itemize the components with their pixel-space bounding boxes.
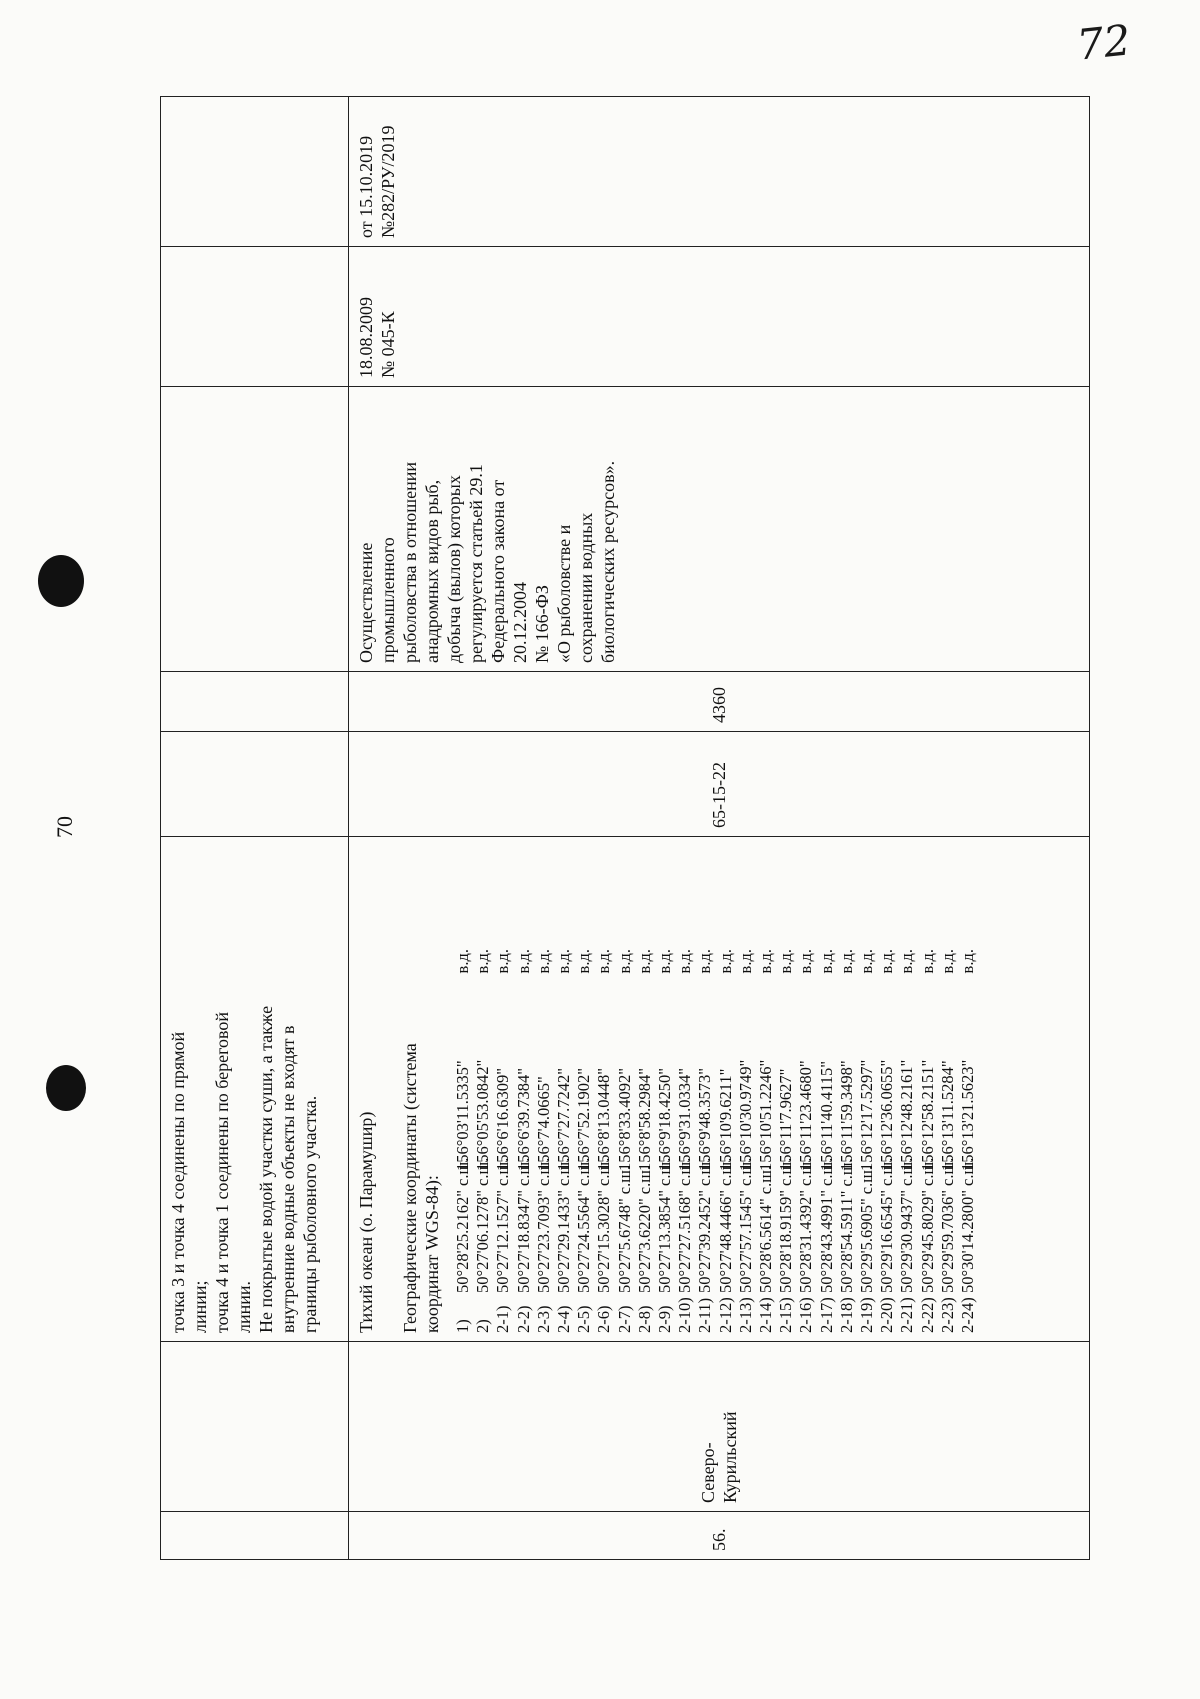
coordinate-index: 1) — [453, 1319, 472, 1333]
coordinate-longitude: 156°11'7.9627" — [776, 1068, 796, 1171]
coordinate-row — [695, 845, 715, 1333]
coordinate-latitude: 50°28'31.4392" с.ш. — [796, 1157, 816, 1293]
coordinate-longitude: 156°9'48.3573" — [695, 1068, 715, 1171]
coordinate-direction: в.д. — [574, 949, 594, 974]
coordinate-direction: в.д. — [473, 949, 493, 974]
coordinate-latitude: 50°27'39.2452" с.ш. — [695, 1157, 715, 1293]
coordinate-latitude: 50°27'06.1278" с.ш. — [473, 1157, 493, 1293]
cell-empty — [161, 1512, 349, 1560]
coordinate-index: 2-1) — [493, 1305, 513, 1333]
coordinate-direction: в.д. — [655, 949, 675, 974]
coordinate-row — [675, 845, 695, 1333]
contract-date-number: от 15.10.2019 №282/РУ/2019 — [349, 97, 1090, 247]
coordinate-direction: в.д. — [836, 949, 856, 974]
coordinate-row — [837, 845, 857, 1333]
coordinate-longitude: 156°8'33.4092" — [614, 1068, 634, 1171]
coordinate-latitude: 50°29'5.6905" с.ш. — [857, 1165, 877, 1293]
coordinate-index: 2-21) — [897, 1297, 917, 1333]
coordinate-longitude: 156°9'18.4250" — [655, 1068, 675, 1171]
coordinate-row — [756, 845, 776, 1333]
coordinate-index: 2-23) — [937, 1297, 957, 1333]
coordinate-row — [736, 845, 756, 1333]
coordinate-longitude: 156°12'17.5297" — [857, 1059, 877, 1171]
coordinate-direction: в.д. — [554, 949, 574, 974]
coordinate-index: 2-22) — [917, 1297, 937, 1333]
coordinate-longitude: 156°05'53.0842" — [473, 1059, 493, 1171]
coordinate-direction: в.д. — [614, 949, 634, 974]
coordinate-latitude: 50°27'29.1433" с.ш. — [554, 1157, 574, 1293]
coordinate-index: 2-16) — [796, 1297, 816, 1333]
coordinate-longitude: 156°6'16.6309" — [493, 1068, 513, 1171]
border-line: границы рыболовного участка. — [300, 1095, 320, 1333]
coordinate-latitude: 50°27'24.5564" с.ш. — [574, 1157, 594, 1293]
coordinate-longitude: 156°12'48.2161" — [897, 1059, 917, 1171]
coordinate-index: 2-12) — [715, 1297, 735, 1333]
coordinate-longitude: 156°6'39.7384" — [513, 1068, 533, 1171]
coordinate-longitude: 156°7'52.1902" — [574, 1068, 594, 1171]
coordinate-longitude: 156°11'40.4115" — [816, 1061, 836, 1171]
coordinate-latitude: 50°28'43.4991" с.ш. — [816, 1157, 836, 1293]
coordinate-longitude: 156°13'11.5284" — [937, 1060, 957, 1171]
coordinate-index: 2) — [473, 1319, 493, 1333]
fishing-areas-table — [160, 96, 1090, 1560]
coordinate-index: 2-18) — [836, 1297, 856, 1333]
coordinate-index: 2-17) — [816, 1297, 836, 1333]
coordinate-longitude: 156°7'27.7242" — [554, 1068, 574, 1171]
coordinate-row — [534, 845, 554, 1333]
coordinate-latitude: 50°30'14.2800" с.ш. — [958, 1157, 978, 1293]
coordinate-index: 2-19) — [857, 1297, 877, 1333]
coordinate-latitude: 50°27'3.6220" с.ш. — [634, 1165, 654, 1293]
coordinate-index: 2-11) — [695, 1297, 715, 1333]
coordinate-row — [574, 845, 594, 1333]
area-code: 65-15-22 — [349, 732, 1090, 837]
coordinate-index: 2-13) — [735, 1297, 755, 1333]
border-description — [167, 845, 321, 1333]
coordinate-longitude: 156°10'51.2246" — [756, 1059, 776, 1171]
coordinate-index: 2-2) — [513, 1305, 533, 1333]
coordinate-latitude: 50°29'59.7036" с.ш. — [937, 1157, 957, 1293]
coordinate-latitude: 50°27'23.7093" с.ш. — [533, 1157, 553, 1293]
coordinate-direction: в.д. — [937, 949, 957, 974]
square-value: 4360 — [349, 672, 1090, 732]
coordinate-index: 2-4) — [554, 1305, 574, 1333]
coordinate-longitude: 156°12'36.0655" — [877, 1059, 897, 1171]
border-line: точка 3 и точка 4 соединены по прямой — [168, 1031, 188, 1333]
fishing-purpose: Осуществление промышленного рыболовства в отношении анадромных видов рыб, добыча (вылов) которых регулируется статьей 29.1 Федерального закона от 20.12.2004 № 166-ФЗ «О рыболовстве и сохранении водных биологических ресурсов». — [349, 387, 1090, 672]
coordinate-index: 2-5) — [574, 1305, 594, 1333]
coordinate-index: 2-10) — [675, 1297, 695, 1333]
coordinate-direction: в.д. — [493, 949, 513, 974]
coordinate-longitude: 156°9'31.0334" — [675, 1068, 695, 1171]
border-line: линии. — [234, 1280, 254, 1333]
coordinate-row — [958, 845, 978, 1333]
coordinate-direction: в.д. — [634, 949, 654, 974]
coordinate-row — [716, 845, 736, 1333]
coordinate-longitude: 156°12'58.2151" — [917, 1059, 937, 1171]
coordinate-direction: в.д. — [796, 949, 816, 974]
coordinate-latitude: 50°28'25.2162" с.ш. — [453, 1157, 472, 1293]
coordinate-direction: в.д. — [715, 949, 735, 974]
coordinates-title: Географические координаты (система координат WGS-84): — [400, 1043, 442, 1333]
coordinate-longitude: 156°10'30.9749" — [735, 1059, 755, 1171]
handwritten-page-mark: 72 — [1074, 15, 1133, 70]
coordinate-row — [938, 845, 958, 1333]
coordinate-row — [615, 845, 635, 1333]
coordinate-latitude: 50°27'13.3854" с.ш. — [655, 1157, 675, 1293]
cell-empty — [161, 1342, 349, 1512]
coordinate-direction: в.д. — [958, 949, 978, 974]
coordinate-latitude: 50°28'6.5614" с.ш. — [756, 1165, 776, 1293]
district-name: Северо- Курильский — [349, 1342, 1090, 1512]
coordinate-longitude: 156°10'9.6211" — [715, 1068, 735, 1171]
cell-empty — [161, 97, 349, 247]
coordinate-row — [493, 845, 513, 1333]
cell-empty — [161, 387, 349, 672]
coordinate-row — [655, 845, 675, 1333]
coordinate-latitude: 50°27'5.6748" с.ш. — [614, 1165, 634, 1293]
table-row-56 — [349, 97, 1090, 1560]
coordinate-direction: в.д. — [877, 949, 897, 974]
coordinate-index: 2-20) — [877, 1297, 897, 1333]
coordinate-direction: в.д. — [897, 949, 917, 974]
row-number: 56. — [349, 1512, 1090, 1560]
coordinate-row — [594, 845, 614, 1333]
border-line: Не покрытые водой участки суши, а также — [256, 1005, 276, 1333]
coordinate-direction: в.д. — [857, 949, 877, 974]
agreement-date-number: 18.08.2009 № 045-К — [349, 247, 1090, 387]
coordinate-row — [635, 845, 655, 1333]
border-description-cell — [161, 837, 349, 1342]
page-number: 70 — [52, 816, 77, 838]
water-body: Тихий океан (о. Парамушир) — [356, 1111, 376, 1333]
coordinate-latitude: 50°27'57.1545" с.ш. — [735, 1157, 755, 1293]
cell-empty — [161, 672, 349, 732]
coordinate-direction: в.д. — [756, 949, 776, 974]
coordinate-index: 2-7) — [614, 1305, 634, 1333]
coordinate-direction: в.д. — [816, 949, 836, 974]
coordinate-direction: в.д. — [453, 949, 472, 974]
table-row-continuation — [161, 97, 349, 1560]
coordinate-index: 2-8) — [634, 1305, 654, 1333]
scan-hole-top — [38, 555, 84, 607]
coordinate-row — [514, 845, 534, 1333]
coordinate-direction: в.д. — [735, 949, 755, 974]
coordinate-row — [877, 845, 897, 1333]
border-line: точка 4 и точка 1 соединены по береговой — [212, 1011, 232, 1333]
coordinate-row — [776, 845, 796, 1333]
coordinate-latitude: 50°27'27.5168" с.ш. — [675, 1157, 695, 1293]
coordinate-row — [857, 845, 877, 1333]
coordinate-row — [918, 845, 938, 1333]
coordinate-index: 2-15) — [776, 1297, 796, 1333]
coordinate-longitude: 156°8'13.0448" — [594, 1068, 614, 1171]
coordinate-longitude: 156°13'21.5623" — [958, 1059, 978, 1171]
coordinate-direction: в.д. — [776, 949, 796, 974]
coordinate-latitude: 50°27'12.1527" с.ш. — [493, 1157, 513, 1293]
coordinate-row — [796, 845, 816, 1333]
coordinate-row — [453, 845, 473, 1333]
coordinate-longitude: 156°11'23.4680" — [796, 1060, 816, 1171]
coordinate-direction: в.д. — [675, 949, 695, 974]
coordinate-row — [473, 845, 493, 1333]
coordinate-longitude: 156°7'4.0665" — [533, 1076, 553, 1171]
coordinate-direction: в.д. — [513, 949, 533, 974]
coordinate-latitude: 50°28'18.9159" с.ш. — [776, 1157, 796, 1293]
cell-empty — [161, 247, 349, 387]
coordinate-latitude: 50°28'54.5911" с.ш. — [836, 1158, 856, 1293]
coordinate-index: 2-24) — [958, 1297, 978, 1333]
coordinate-row — [817, 845, 837, 1333]
coordinate-index: 2-14) — [756, 1297, 776, 1333]
coordinate-direction: в.д. — [917, 949, 937, 974]
coordinates-list — [453, 845, 978, 1333]
coordinate-direction: в.д. — [594, 949, 614, 974]
coordinate-latitude: 50°29'30.9437" с.ш. — [897, 1157, 917, 1293]
coordinate-longitude: 156°8'58.2984" — [634, 1068, 654, 1171]
coordinate-index: 2-9) — [655, 1305, 675, 1333]
coordinate-longitude: 156°03'11.5335" — [453, 1060, 472, 1171]
border-line: внутренние водные объекты не входят в — [278, 1025, 298, 1333]
coordinate-row — [897, 845, 917, 1333]
border-cell — [349, 837, 1090, 1342]
coordinate-latitude: 50°27'48.4466" с.ш. — [715, 1157, 735, 1293]
coordinate-direction: в.д. — [695, 949, 715, 974]
coordinate-index: 2-6) — [594, 1305, 614, 1333]
scan-hole-bottom — [46, 1065, 86, 1111]
cell-empty — [161, 732, 349, 837]
coordinate-index: 2-3) — [533, 1305, 553, 1333]
coordinate-latitude: 50°29'16.6545" с.ш. — [877, 1157, 897, 1293]
coordinate-latitude: 50°27'18.8347" с.ш. — [513, 1157, 533, 1293]
coordinate-longitude: 156°11'59.3498" — [836, 1060, 856, 1171]
coordinate-row — [554, 845, 574, 1333]
coordinate-latitude: 50°27'15.3028" с.ш. — [594, 1157, 614, 1293]
border-line: линии; — [190, 1280, 210, 1333]
coordinate-latitude: 50°29'45.8029" с.ш. — [917, 1157, 937, 1293]
rotated-table-container — [160, 125, 1090, 1560]
coordinate-direction: в.д. — [533, 949, 553, 974]
